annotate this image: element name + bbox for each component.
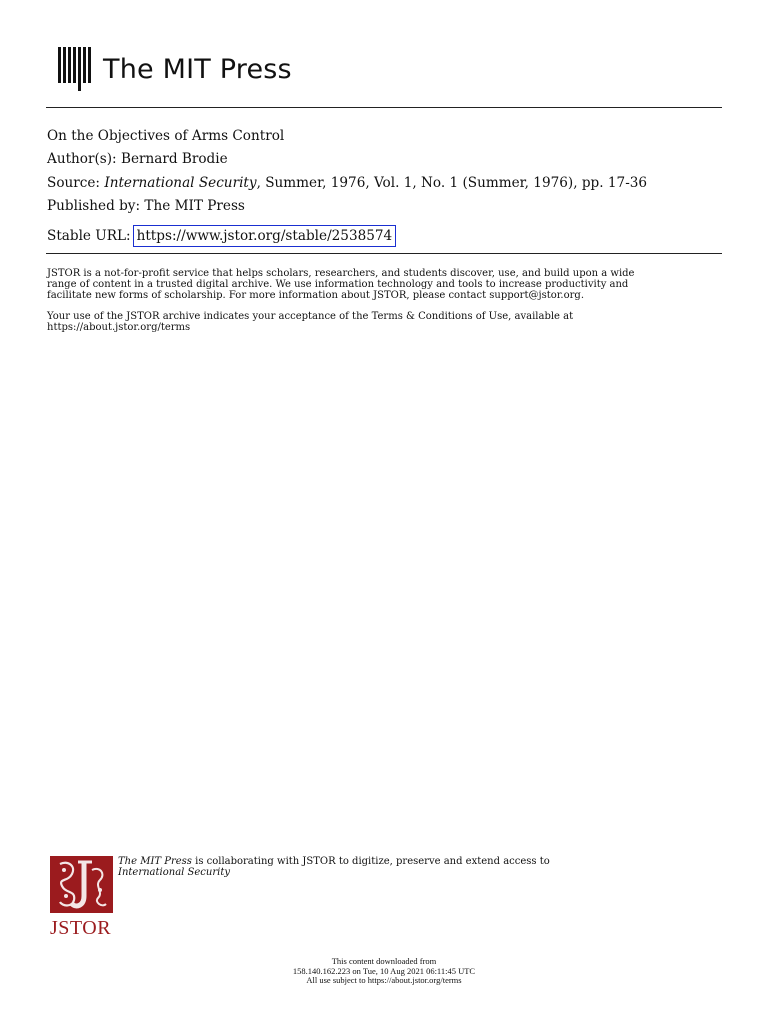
mit-press-logo [58,46,292,92]
collaboration-notice [118,856,550,878]
terms-notice-paragraph [47,311,727,333]
footer-line: This content downloaded from [331,956,437,966]
stable-url-label: Stable URL: [47,228,131,244]
mit-press-bars-icon [58,47,91,91]
article-title: On the Objectives of Arms Control [47,128,285,144]
top-divider [46,107,722,108]
mit-press-logo-text: The MIT Press [103,53,292,85]
authors-value: Bernard Brodie [120,151,228,167]
terms-link[interactable]: https://about.jstor.org/terms [47,322,191,333]
notice-line: Your use of the JSTOR archive indicates your acceptance of the Terms & Conditions of Use, available at [47,311,574,322]
jstor-seal-graphic [50,856,113,913]
source-label: Source: [47,175,100,191]
article-source [47,175,647,191]
notice-line: range of content in a trusted digital archive. We use information technology and tools to increase productivity and [47,279,629,290]
collaboration-line [118,856,550,867]
authors-label: Author(s): [47,151,117,167]
stable-url-row [47,225,396,247]
jstor-notice-paragraph [47,268,727,301]
publisher-label: Published by: [47,198,141,214]
middle-divider [46,253,722,254]
footer-line: All use subject to https://about.jstor.org/terms [306,975,462,985]
publisher-value: The MIT Press [144,198,245,214]
jstor-logo [50,856,114,939]
jstor-wordmark: JSTOR [50,917,112,939]
journal-name: International Security [104,175,257,191]
collab-publisher: The MIT Press [118,856,192,867]
article-authors [47,151,228,167]
notice-line: facilitate new forms of scholarship. For more information about JSTOR, please contact support@jstor.org. [47,290,584,301]
source-details: , Summer, 1976, Vol. 1, No. 1 (Summer, 1976), pp. 17-36 [256,175,648,191]
collab-journal: International Security [118,867,230,878]
download-footer [0,957,768,986]
article-publisher [47,198,245,214]
footer-line: 158.140.162.223 on Tue, 10 Aug 2021 06:11:45 UTC [292,965,476,976]
jstor-seal-icon [50,856,113,913]
stable-url-link[interactable]: https://www.jstor.org/stable/2538574 [133,225,397,247]
collab-text: is collaborating with JSTOR to digitize, preserve and extend access to [191,856,550,867]
notice-line: JSTOR is a not-for-profit service that helps scholars, researchers, and students discover, use, and build upon a wide [47,268,635,279]
